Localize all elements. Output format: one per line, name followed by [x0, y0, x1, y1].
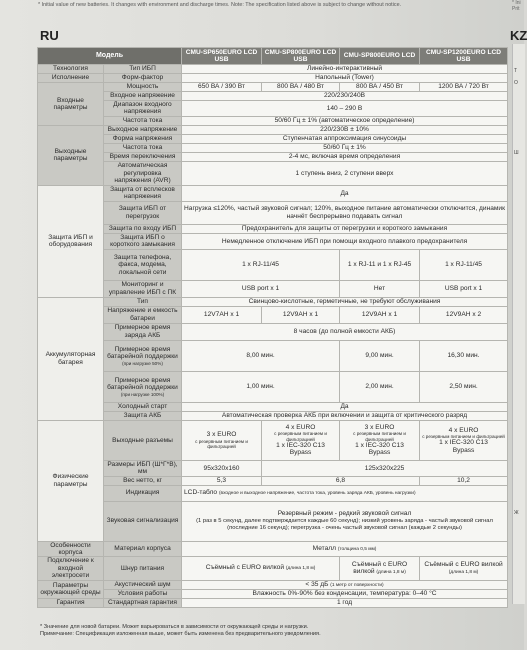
param-label	[104, 340, 182, 371]
next-page-strip	[512, 44, 525, 604]
row-bat-capacity	[38, 306, 508, 323]
row-prot-phone	[38, 249, 508, 280]
group-label: Исполнение	[38, 74, 104, 83]
param-label-text: Примерное время батарейной поддержки	[107, 376, 178, 392]
model-name: CMU-SP1200EURO LCD USB	[420, 48, 508, 65]
footnote-line: * Значение для новой батареи. Может варьироваться в зависимости от окружающей среды и нагрузки.	[40, 624, 309, 630]
row-prot-surge	[38, 185, 508, 201]
value-cell	[182, 580, 508, 589]
row-phys-outlets	[38, 420, 508, 460]
param-label: Стандартная гарантия	[104, 599, 182, 608]
footnote	[40, 624, 321, 639]
outlet-extra: 1 x IEC-320 C13	[276, 441, 325, 449]
fragment-text: Prit	[512, 6, 520, 12]
top-note: * Initial value of new batteries. It changes with environment and discharge times. Note: The specification listed above is subject to change without notice.	[38, 2, 402, 8]
param-label: Защита ИБП о короткого замыкания	[104, 233, 182, 249]
strip-fragment: О	[514, 80, 518, 86]
value-cell: 1 x RJ-11/45	[182, 249, 340, 280]
group-label: Входные параметры	[38, 83, 104, 126]
cord-note: (длина 1,8 м)	[285, 566, 316, 572]
value-cell: Нагрузка ≤120%, частый звуковой сигнал; 120%, выходное питание автоматически отключится, динамик начнёт беспрерывно подавать сигнал	[182, 201, 508, 224]
param-label: Мощность	[104, 83, 182, 92]
row-out-avr	[38, 161, 508, 185]
value-cell	[182, 557, 340, 580]
param-label: Тип	[104, 297, 182, 306]
value-cell: 5,3	[182, 476, 262, 485]
model-header: Модель	[38, 48, 182, 65]
value-cell: 8 часов (до полной емкости АКБ)	[182, 323, 508, 340]
value-cell	[262, 420, 340, 460]
row-prot-monitor	[38, 280, 508, 297]
value-cell: 50/60 Гц ± 1% (автоматическое определение)	[182, 116, 508, 125]
row-env	[38, 590, 508, 599]
outlet-main: 4 x EURO	[285, 424, 316, 431]
row-bat-type	[38, 297, 508, 306]
param-label: Частота тока	[104, 116, 182, 125]
value-cell: Немедленное отключение ИБП при помощи входного плавкого предохранителя	[182, 233, 508, 249]
sound-line-1: Резервный режим - редкий звуковой сигнал	[277, 510, 412, 518]
noise-main: < 35 дБ	[305, 580, 329, 588]
param-label: Примерное время заряда АКБ	[104, 323, 182, 340]
row-prot-input	[38, 224, 508, 233]
param-label: Входное напряжение	[104, 92, 182, 101]
value-cell: 2,00 мин.	[340, 371, 420, 402]
value-cell: Влажность 0%-90% без конденсации, температура: 0–40 °C	[182, 590, 508, 599]
row-warranty	[38, 599, 508, 608]
value-cell: 220/230В ± 10%	[182, 125, 508, 134]
group-label: Подключение к входной электросети	[38, 557, 104, 580]
model-name: CMU-SP800EURO LCD USB	[262, 48, 340, 65]
value-cell	[182, 501, 508, 541]
outlet-note: с резервным питанием и фильтрацией	[195, 438, 248, 450]
value-cell	[420, 420, 508, 460]
value-cell: 1 x RJ-11/45	[420, 249, 508, 280]
value-cell: 2-4 мс, включая время определения	[182, 152, 508, 161]
value-cell	[182, 541, 508, 557]
value-cell: Свинцово-кислотные, герметичные, не требуют обслуживания	[182, 297, 508, 306]
group-label: Выходные параметры	[38, 125, 104, 185]
param-label: Размеры ИБП (Ш*Г*В), мм	[104, 460, 182, 476]
param-label: Защита АКБ	[104, 411, 182, 420]
param-label: Материал корпуса	[104, 541, 182, 557]
value-cell: Линейно-интерактивный	[182, 65, 508, 74]
fragment-text: * Ini	[512, 0, 521, 6]
sound-line-2: (1 раз в 5 секунд, далее подтверждается каждые 60 секунд); низкий уровень заряда - частый звуковой сигнал (последние 16 секунд); перегрузка - очень частый звуковой сигнал (каждые 2 секунды)	[196, 517, 493, 531]
value-cell: 1200 ВА / 720 Вт	[420, 83, 508, 92]
row-phys-size	[38, 460, 508, 476]
param-label: Звуковая сигнализация	[104, 501, 182, 541]
outlet-extra: 1 x IEC-320 C13	[439, 439, 488, 447]
row-in-range	[38, 101, 508, 117]
param-note: (при нагрузке 50%)	[122, 360, 163, 366]
param-label-text: Примерное время батарейной поддержки	[107, 345, 178, 361]
row-in-freq	[38, 116, 508, 125]
value-cell	[182, 420, 262, 460]
value-cell: Напольный (Tower)	[182, 74, 508, 83]
outlet-bypass: Bypass	[289, 449, 312, 457]
row-prot-short	[38, 233, 508, 249]
value-cell: 140 – 290 В	[182, 101, 508, 117]
footnote-line: Примечание: Спецификация изложенная выше, может быть изменена без предварительного уведомления.	[40, 631, 321, 638]
value-cell: Автоматическая проверка АКБ при включении и защита от критического разряд	[182, 411, 508, 420]
value-cell: 12V7AH x 1	[182, 306, 262, 323]
group-label: Аккумуляторная батарея	[38, 297, 104, 420]
row-tech	[38, 65, 508, 74]
value-cell: 1,00 мин.	[182, 371, 340, 402]
row-bat-charge	[38, 323, 508, 340]
group-label: Гарантия	[38, 599, 104, 608]
cord-main: Съёмный с EURO вилкой	[205, 564, 285, 572]
row-out-wave	[38, 134, 508, 143]
row-cord	[38, 557, 508, 580]
value-cell: USB port x 1	[420, 280, 508, 297]
param-label: Вес нетто, кг	[104, 476, 182, 485]
param-label: Защита телефона, факса, модема, локальной сети	[104, 249, 182, 280]
param-label: Холодный старт	[104, 402, 182, 411]
param-label: Диапазон входного напряжения	[104, 101, 182, 117]
value-cell: 9,00 мин.	[340, 340, 420, 371]
param-label: Защита ИБП от перегрузок	[104, 201, 182, 224]
group-label: Технология	[38, 65, 104, 74]
value-cell	[182, 485, 508, 501]
param-label: Индикация	[104, 485, 182, 501]
value-cell: 50/60 Гц ± 1%	[182, 143, 508, 152]
strip-fragment: Ж	[514, 510, 519, 516]
next-section-title: KZ	[510, 28, 527, 43]
row-phys-weight	[38, 476, 508, 485]
param-label: Тип ИБП	[104, 65, 182, 74]
value-cell: 1 ступень вниз, 2 ступени вверх	[182, 161, 508, 185]
row-in-voltage	[38, 92, 508, 101]
value-cell: Да	[182, 402, 508, 411]
param-label: Защита по входу ИБП	[104, 224, 182, 233]
group-label: Защита ИБП и оборудования	[38, 185, 104, 297]
param-label: Частота тока	[104, 143, 182, 152]
param-note: (при нагрузке 100%)	[120, 391, 165, 397]
value-cell: 95x320x160	[182, 460, 262, 476]
param-label: Автоматическая регулировка напряжения (AVR)	[104, 161, 182, 185]
value-cell: 2,50 мин.	[420, 371, 508, 402]
param-label: Выходные разъемы	[104, 420, 182, 460]
top-right-fragment	[512, 0, 524, 16]
outlet-main: 4 x EURO	[448, 426, 479, 434]
value-cell: 800 ВА / 450 Вт	[340, 83, 420, 92]
param-label: Форма напряжения	[104, 134, 182, 143]
value-cell: 125x320x225	[262, 460, 508, 476]
model-name: CMU-SP800EURO LCD	[340, 48, 420, 65]
model-name: CMU-SP650EURO LCD USB	[182, 48, 262, 65]
param-label: Напряжение и емкость батареи	[104, 306, 182, 323]
outlet-note: с резервным питанием и фильтрацией	[274, 431, 327, 442]
row-exec	[38, 74, 508, 83]
row-out-voltage	[38, 125, 508, 134]
value-cell: 800 ВА / 480 Вт	[262, 83, 340, 92]
row-power	[38, 83, 508, 92]
param-label: Мониторинг и управление ИБП с ПК	[104, 280, 182, 297]
param-label: Акустический шум	[104, 580, 182, 589]
outlet-main: 3 x EURO	[364, 424, 395, 431]
outlet-note: с резервным питанием и фильтрацией	[353, 431, 406, 442]
row-phys-ind	[38, 485, 508, 501]
param-label: Шнур питания	[104, 557, 182, 580]
value-cell: 12V9AH x 1	[262, 306, 340, 323]
param-label: Защита от всплесков напряжения	[104, 185, 182, 201]
value-cell: 1 год	[182, 599, 508, 608]
value-cell: Нет	[340, 280, 420, 297]
value-cell: 10,2	[420, 476, 508, 485]
value-cell	[340, 420, 420, 460]
value-cell: 12V9AH x 1	[340, 306, 420, 323]
param-label: Форм-фактор	[104, 74, 182, 83]
value-cell: Ступенчатая аппроксимация синусоиды	[182, 134, 508, 143]
row-bat-cold	[38, 402, 508, 411]
group-label: Параметры окружающей среды	[38, 580, 104, 598]
row-out-freq	[38, 143, 508, 152]
value-cell: Да	[182, 185, 508, 201]
value-cell: 12V9AH x 2	[420, 306, 508, 323]
value-cell: 16,30 мин.	[420, 340, 508, 371]
value-cell	[340, 557, 420, 580]
cord-main: Съёмный с EURO вилкой	[424, 560, 503, 568]
row-prot-overload	[38, 201, 508, 224]
cord-main: Съёмный с EURO вилкой	[351, 560, 408, 576]
row-phys-sound	[38, 501, 508, 541]
indication-note: (входное и выходное напряжение, частота тока, уровень заряда АКБ, уровень нагрузки)	[218, 490, 416, 496]
noise-note: (1 метр от поверхности)	[330, 582, 384, 588]
row-case	[38, 541, 508, 557]
value-cell: USB port x 1	[182, 280, 340, 297]
outlet-bypass: Bypass	[452, 446, 475, 454]
value-cell: Предохранитель для защиты от перегрузки и короткого замыкания	[182, 224, 508, 233]
indication-main: LCD-табло	[184, 488, 218, 496]
case-main: Металл	[312, 544, 336, 552]
value-cell: 8,00 мин.	[182, 340, 340, 371]
value-cell: 220/230/240В	[182, 92, 508, 101]
case-note: (толщина 0,5 мм)	[337, 546, 377, 552]
outlet-bypass: Bypass	[368, 449, 391, 457]
param-label: Условия работы	[104, 590, 182, 599]
outlet-note: с резервным питанием и фильтрацией	[422, 434, 505, 439]
cord-note: (длина 1,8 м)	[376, 570, 406, 576]
value-cell: 6,8	[262, 476, 420, 485]
group-label: Физические параметры	[38, 420, 104, 541]
row-noise	[38, 580, 508, 589]
param-label: Выходное напряжение	[104, 125, 182, 134]
value-cell	[420, 557, 508, 580]
value-cell: 650 ВА / 390 Вт	[182, 83, 262, 92]
value-cell: 1 x RJ-11 и 1 x RJ-45	[340, 249, 420, 280]
outlet-main: 3 x EURO	[206, 431, 237, 439]
strip-fragment: Ш	[514, 150, 519, 156]
param-label	[104, 371, 182, 402]
row-bat-runtime-50	[38, 340, 508, 371]
row-bat-protect	[38, 411, 508, 420]
section-title: RU	[40, 28, 59, 43]
param-label: Время переключения	[104, 152, 182, 161]
outlet-extra: 1 x IEC-320 C13	[355, 441, 404, 449]
strip-fragment: Т	[514, 68, 518, 74]
header-row	[38, 48, 508, 65]
cord-note: (длина 1,8 м)	[448, 570, 479, 576]
spec-table	[37, 47, 508, 608]
row-bat-runtime-100	[38, 371, 508, 402]
group-label: Особенности корпуса	[38, 541, 104, 557]
row-out-switch	[38, 152, 508, 161]
